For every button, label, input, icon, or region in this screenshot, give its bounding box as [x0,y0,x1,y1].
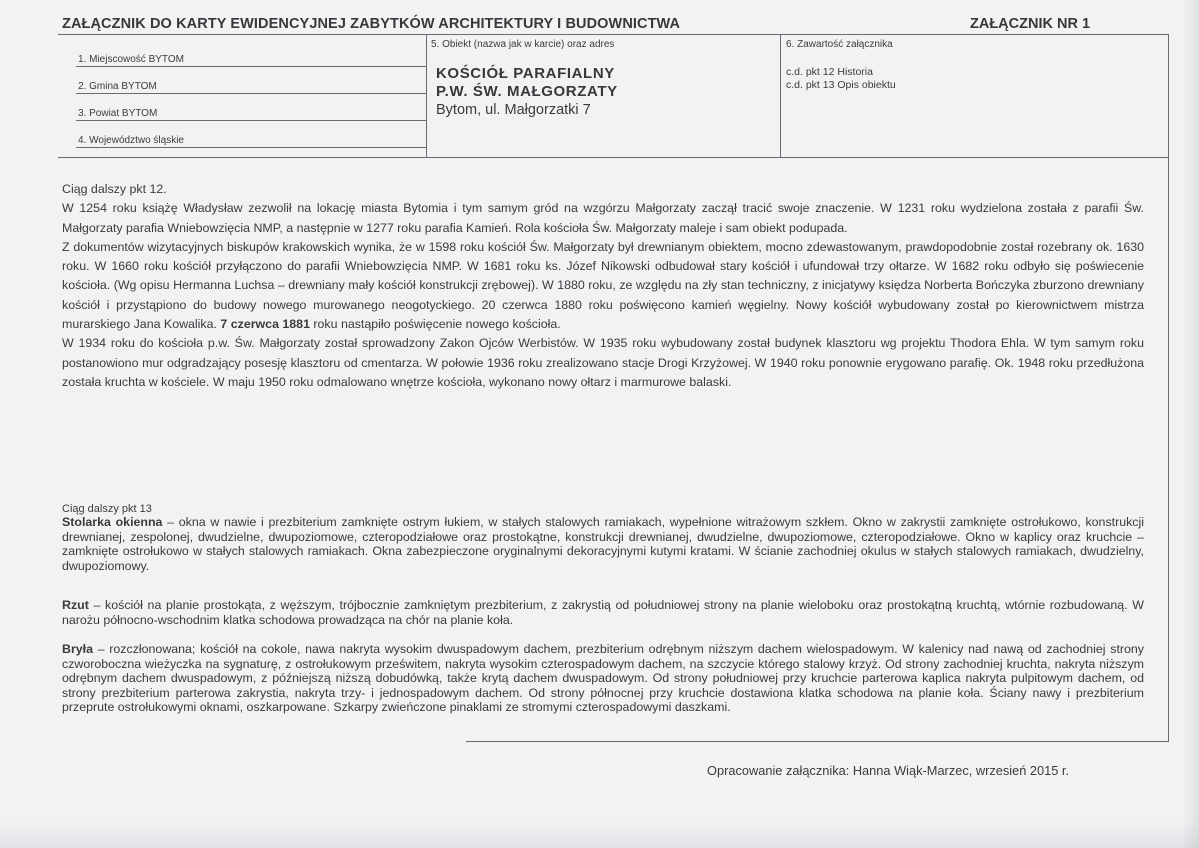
field-underline [76,93,426,94]
history-paragraph: W 1934 roku do kościoła p.w. Św. Małgorzaty został sprowadzony Zakon Ojców Werbistów. W 1935 roku wybudowany został budynek klasztoru wg projektu Thodora Ehla. W tym samym roku postanowiono mur odgradzający posesję klasztoru od cmentarza. W połowie 1936 roku zrealizowano stacje Drogi Krzyżowej. W 1940 roku ponownie erygowano parafię. Ok. 1948 roku przedłużona została kruchta w kościele. W maju 1950 roku odmalowano wnętrze kościoła, wykonano nowy ołtarz i marmurowe balaski. [62,336,1144,389]
table-right-edge [1168,34,1169,158]
history-paragraph: W 1254 roku książę Władysław zezwolił na lokację miasta Bytomia i tym samym gród na wzgórzu Małgorzaty zaczął tracić swoje znaczenie. W 1231 roku wydzielona została z parafii Św. Małgorzaty parafia Wniebowzięcia NMP, a następnie w 1277 roku parafia Kamień. Rola kościoła Św. Małgorzaty maleje i sam obiekt podupada. [62,201,1144,235]
windows-label: Stolarka okienna [62,515,163,529]
field-district: 3. Powiat BYTOM [78,108,158,119]
annex-number: ZAŁĄCZNIK NR 1 [970,16,1091,32]
mass-label: Bryła [62,642,93,656]
object-address: Bytom, ul. Małgorzatki 7 [436,102,591,118]
field-municipality: 2. Gmina BYTOM [78,81,157,92]
field-underline [76,120,426,121]
header-bottom-rule [58,157,1169,158]
document-title: ZAŁĄCZNIK DO KARTY EWIDENCYJNEJ ZABYTKÓW ARCHITEKTURY I BUDOWNICTWA [62,16,681,32]
field-voivodeship: 4. Województwo śląskie [78,135,184,146]
header-top-rule [58,34,1169,35]
field-underline [76,147,426,148]
section-windows [62,515,1144,573]
scan-edge-shadow [1181,0,1199,848]
plan-label: Rzut [62,598,89,612]
object-name-line2: P.W. ŚW. MAŁGORZATY [436,83,618,100]
history-heading: Ciąg dalszy pkt 12. [62,182,167,196]
field-locality: 1. Miejscowość BYTOM [78,54,184,65]
mass-text: – rozczłonowana; kościół na cokole, nawa nakryta wysokim dwuspadowym dachem, prezbiterium odrębnym niższym dachem wielospadowym. W kalenicy nad nawą od zachodniej strony czworoboczna wieżyczka na sygnaturę, z ostrołukowym prześwitem, nakryta wysokim czterospadowym dachem, na szczycie którego stalowy krzyż. Od strony zachodniej kruchta, nakryta niższym odrębnym dachem dwuspadowym, z późniejszą niższą dobudówką, także krytą dachem dwuspadowym. Od strony południowej przy kruchcie parterowa kaplica nakryta pulpitowym dachem, od strony prezbiterium parterowa zakrystia, nakryta trzy- i jednospadowym dachem. Od strony północnej przy kruchcie dostawiona klatka schodowa na planie koła. Ściany nawy i prezbiterium przeprute ostrołukowymi oknami, oszkarpowane. Szkarpy zwieńczone pinaklami ze stromymi czterospadowymi daszkami. [62,642,1144,715]
windows-text: – okna w nawie i prezbiterium zamknięte ostrym łukiem, w stałych stalowych ramiakach, wypełnione witrażowym szkłem. Okno w zakrystii zamknięte ostrołukowo, konstrukcji drewnianej, zespolonej, dwudzielne, dwupoziomowe, czteropodziałowe oraz prostokątne, konstrukcji drewnianej, dwudzielne, dwupoziomowe, czteropodziałowe. Okno w kaplicy oraz kruchcie – zamknięte ostrołukowo w stałych stalowych ramiakach. Okna zabezpieczone oryginalnymi dekoracyjnymi kutymi kratami. W ścianie zachodniej okulus w stałych stalowych ramiakach, dwudzielny, dwupoziomowy. [62,515,1144,573]
contents-item: c.d. pkt 12 Historia [786,66,873,78]
history-text: roku nastąpiło poświęcenie nowego kościoła. [309,317,561,332]
history-text: Z dokumentów wizytacyjnych biskupów krakowskich wynika, że w 1598 roku kościół Św. Małgorzaty był drewnianym obiektem, mocno zdewastowanym, prawdopodobnie został rozebrany ok. 1630 roku. W 1660 roku kościół przyłączono do parafii Wniebowzięcia NMP. W 1681 roku ks. Józef Nikowski odbudował stary kościół i ufundował trzy ołtarze. W 1682 roku odbyło się poświecenie kościoła. (Wg opisu Hermanna Luchsa – drewniany mały kościół konstrukcji zrębowej). W 1880 roku, ze względu na zły stan techniczny, z inicjatywy księdza Norberta Bończyka zburzono drewniany kościół i przystąpiono do budowy nowego murowanego neogotyckiego. 20 czerwca 1880 roku poświęcono kamień węgielny. Nowy kościół wybudowany został po kierownictwem mistrza murarskiego Jana Kowalika. [62,239,1144,332]
description-right-edge [1168,157,1169,742]
description-heading: Ciąg dalszy pkt 13 [62,503,152,515]
contents-item: c.d. pkt 13 Opis obiektu [786,79,896,91]
section-mass [62,642,1144,715]
history-paragraph [62,238,1144,334]
column-divider-right [780,34,781,158]
scan-bottom-shadow [0,820,1199,848]
object-name-line1: KOŚCIÓŁ PARAFIALNY [436,65,615,82]
author-footer: Opracowanie załącznika: Hanna Wiąk-Marzec, wrzesień 2015 r. [707,763,1070,778]
column-divider-left [426,34,427,158]
section-plan [62,598,1144,627]
plan-text: – kościół na planie prostokąta, z węższym, trójbocznie zamkniętym prezbiterium, z zakrystią od południowej strony na planie wieloboku oraz prostokątną kruchtą, wtórnie rozbudowaną. W narożu północno-wschodnim klatka schodowa prowadząca na chór na planie koła. [62,598,1144,627]
consecration-date: 7 czerwca 1881 [220,317,310,332]
object-label: 5. Obiekt (nazwa jak w karcie) oraz adres [431,39,615,50]
field-underline [76,66,426,67]
description-bottom-rule [466,741,1169,742]
contents-label: 6. Zawartość załącznika [786,39,893,50]
history-section [62,180,1144,392]
